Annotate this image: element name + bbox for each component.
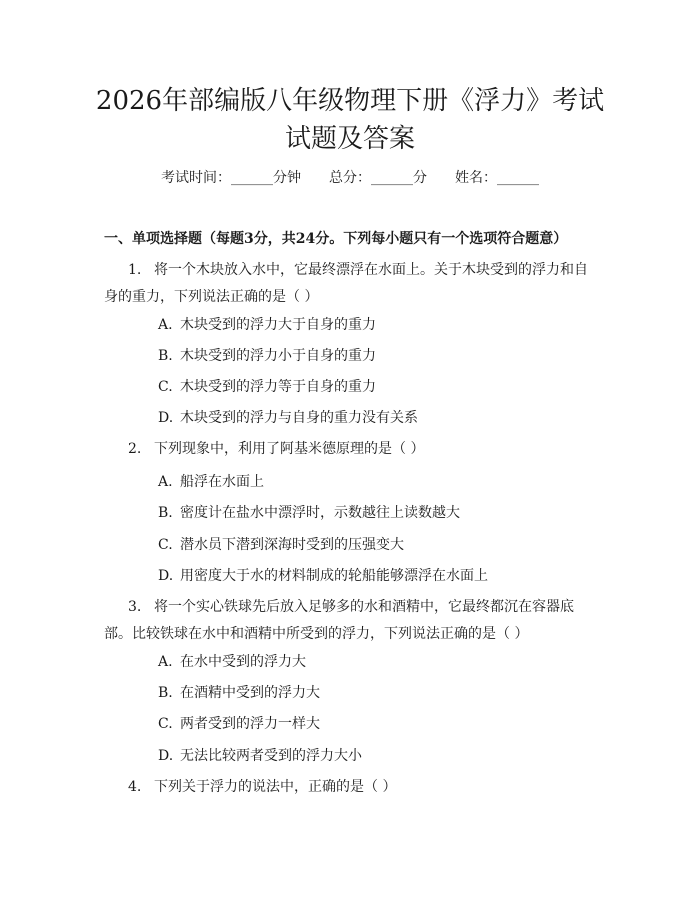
question-1-option-a — [158, 315, 376, 335]
option-letter: C. — [158, 716, 173, 732]
question-1-option-d — [158, 408, 418, 428]
question-3 — [104, 594, 599, 648]
exam-name-label: 姓名：______ — [455, 170, 539, 186]
question-1-text: 将一个木块放入水中，它最终漂浮在水面上。关于木块受到的浮力和自身的重力，下列说法正确的是（ ） — [104, 262, 588, 305]
question-3-text: 将一个实心铁球先后放入足够多的水和酒精中，它最终都沉在容器底部。比较铁球在水中和酒精中所受到的浮力，下列说法正确的是（ ） — [104, 599, 574, 642]
option-letter: A. — [158, 474, 173, 490]
option-text: 潜水员下潜到深海时受到的压强变大 — [180, 537, 404, 553]
option-letter: B. — [158, 505, 173, 521]
question-3-option-a — [158, 652, 306, 672]
option-text: 用密度大于水的材料制成的轮船能够漂浮在水面上 — [180, 568, 488, 584]
section-1-header: 一、单项选择题（每题3分，共24分。下列每小题只有一个选项符合题意） — [104, 231, 568, 247]
option-letter: D. — [158, 748, 174, 764]
question-1-number: 1. — [128, 262, 142, 278]
option-text: 木块受到的浮力与自身的重力没有关系 — [180, 410, 418, 426]
option-text: 木块受到的浮力大于自身的重力 — [180, 317, 376, 333]
option-letter: A. — [158, 654, 173, 670]
question-1-option-b — [158, 346, 376, 366]
question-2-number: 2. — [128, 441, 142, 457]
question-2 — [104, 436, 599, 463]
title-line-1: 2026年部编版八年级物理下册《浮力》考试 — [95, 86, 605, 116]
question-4 — [104, 774, 599, 801]
exam-meta — [0, 168, 700, 188]
option-letter: C. — [158, 537, 173, 553]
question-1 — [104, 257, 599, 311]
option-letter: B. — [158, 685, 173, 701]
question-2-option-c — [158, 535, 404, 555]
question-3-option-c — [158, 714, 320, 734]
question-3-option-b — [158, 683, 320, 703]
option-letter: D. — [158, 410, 174, 426]
option-text: 木块受到的浮力小于自身的重力 — [180, 348, 376, 364]
option-text: 无法比较两者受到的浮力大小 — [180, 748, 362, 764]
exam-time-label: 考试时间：______分钟 — [161, 170, 301, 186]
option-text: 两者受到的浮力一样大 — [180, 716, 320, 732]
option-text: 木块受到的浮力等于自身的重力 — [180, 379, 376, 395]
option-letter: C. — [158, 379, 173, 395]
question-1-option-c — [158, 377, 376, 397]
option-text: 密度计在盐水中漂浮时，示数越往上读数越大 — [180, 505, 460, 521]
title-line-2: 试题及答案 — [284, 124, 415, 154]
question-3-number: 3. — [128, 599, 142, 615]
option-text: 在水中受到的浮力大 — [180, 654, 306, 670]
question-2-option-b — [158, 503, 460, 523]
option-letter: B. — [158, 348, 173, 364]
option-letter: D. — [158, 568, 174, 584]
question-4-number: 4. — [128, 779, 142, 795]
exam-score-label: 总分：______分 — [329, 170, 427, 186]
question-3-option-d — [158, 746, 362, 766]
question-4-text: 下列关于浮力的说法中，正确的是（ ） — [154, 779, 397, 795]
option-letter: A. — [158, 317, 173, 333]
question-2-option-a — [158, 472, 264, 492]
document-title — [60, 82, 640, 158]
option-text: 船浮在水面上 — [180, 474, 264, 490]
option-text: 在酒精中受到的浮力大 — [180, 685, 320, 701]
question-2-text: 下列现象中，利用了阿基米德原理的是（ ） — [154, 441, 425, 457]
question-2-option-d — [158, 566, 488, 586]
